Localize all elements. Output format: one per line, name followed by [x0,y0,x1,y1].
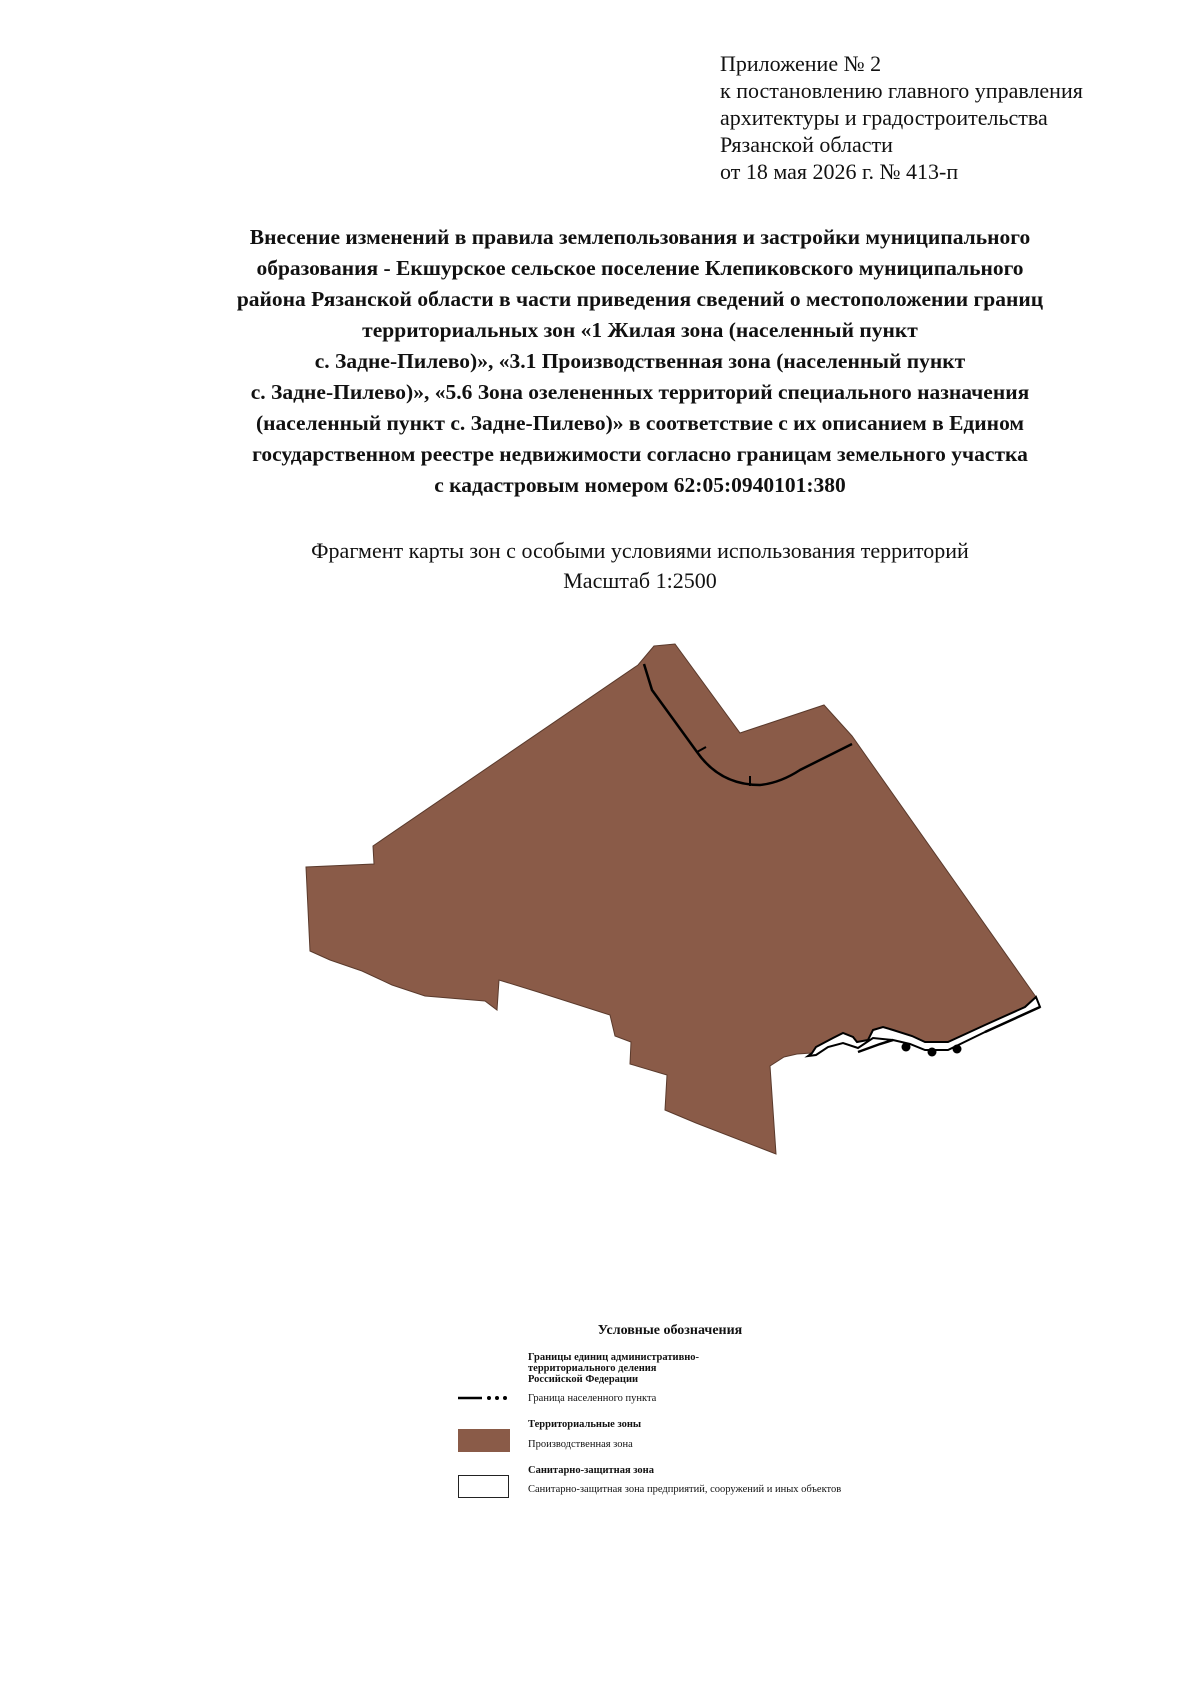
legend-title: Условные обозначения [597,1323,743,1338]
appendix-line: Приложение № 2 [720,51,882,76]
legend-admin-header-line: территориального деления [528,1363,657,1374]
title-line: государственном реестре недвижимости согласно границам земельного участка [252,442,1028,466]
legend-admin-header-line: Российской Федерации [528,1374,639,1385]
border-dot [928,1048,937,1057]
industrial-zone-area [306,644,1036,1154]
title-line: территориальных зон «1 Жилая зона (населенный пункт [362,318,918,342]
appendix-line: Рязанской области [720,132,893,157]
legend-sanitary-header: Санитарно-защитная зона [528,1465,654,1476]
appendix-line: от 18 мая 2026 г. № 413-п [720,159,959,184]
border-dot [902,1043,911,1052]
title-line: с кадастровым номером 62:05:0940101:380 [434,473,846,497]
title-line: Внесение изменений в правила землепользования и застройки муниципального [249,225,1031,249]
title-line: образования - Екшурское сельское поселение Клепиковского муниципального [256,256,1024,280]
appendix-line: архитектуры и градостроительства [720,105,1048,130]
title-line: района Рязанской области в части приведения сведений о местоположении границ [236,287,1044,311]
map-scale: Масштаб 1:2500 [563,568,717,593]
border-dot [953,1045,962,1054]
legend-sanitary-swatch [458,1475,509,1498]
map-caption-title: Фрагмент карты зон с особыми условиями использования территорий [311,538,969,563]
title-line: (населенный пункт с. Задне-Пилево)» в соответствие с их описанием в Едином [255,411,1025,435]
legend-zones-header: Территориальные зоны [528,1419,642,1430]
legend-industrial-label: Производственная зона [528,1439,633,1450]
appendix-line: к постановлению главного управления [720,78,1083,103]
legend-settlement-border-label: Граница населенного пункта [528,1393,657,1404]
legend-admin-header [528,1352,699,1385]
legend-admin-header-line: Границы единиц административно- [528,1352,700,1363]
legend-industrial-swatch [458,1429,510,1452]
title-line: с. Задне-Пилево)», «5.6 Зона озелененных территорий специального назначения [250,380,1030,404]
legend-sanitary-label: Санитарно-защитная зона предприятий, сооружений и иных объектов [528,1484,842,1495]
title-line: с. Задне-Пилево)», «3.1 Производственная зона (населенный пункт [314,349,966,373]
legend-settlement-border-symbol [456,1392,516,1404]
